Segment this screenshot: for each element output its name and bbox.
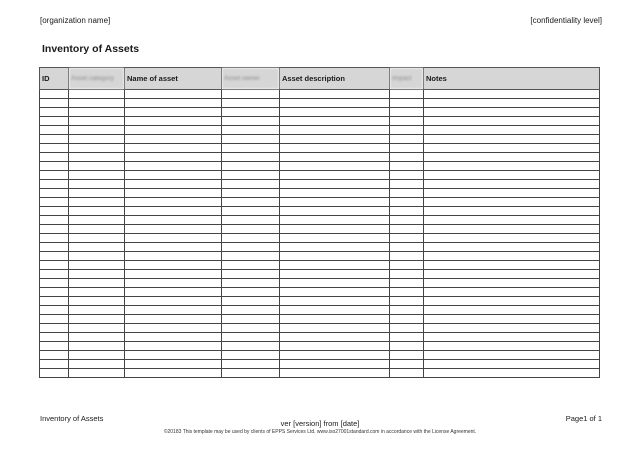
table-cell[interactable] [424,198,600,207]
table-cell[interactable] [69,369,125,378]
table-cell[interactable] [390,279,424,288]
table-cell[interactable] [424,360,600,369]
table-cell[interactable] [40,351,69,360]
table-cell[interactable] [424,279,600,288]
table-cell[interactable] [390,99,424,108]
table-cell[interactable] [424,243,600,252]
table-cell[interactable] [222,252,280,261]
table-row [40,324,600,333]
table-cell[interactable] [69,153,125,162]
table-cell[interactable] [424,270,600,279]
table-cell[interactable] [280,324,390,333]
table-cell[interactable] [40,279,69,288]
table-cell[interactable] [280,189,390,198]
table-cell[interactable] [69,252,125,261]
table-cell[interactable] [280,117,390,126]
page-title: Inventory of Assets [42,43,140,55]
table-cell[interactable] [280,153,390,162]
footer-version: ver [version] from [date] [280,419,360,428]
table-cell[interactable] [40,234,69,243]
table-cell[interactable] [69,324,125,333]
table-cell[interactable] [69,189,125,198]
table-cell[interactable] [40,333,69,342]
table-cell[interactable] [390,162,424,171]
table-cell[interactable] [40,189,69,198]
table-cell[interactable] [424,315,600,324]
table-cell[interactable] [390,252,424,261]
table-cell[interactable] [40,180,69,189]
table-row [40,108,600,117]
table-cell[interactable] [280,171,390,180]
table-cell[interactable] [222,369,280,378]
table-cell[interactable] [222,99,280,108]
table-cell[interactable] [390,369,424,378]
table-cell[interactable] [280,261,390,270]
table-cell[interactable] [69,342,125,351]
table-cell[interactable] [390,216,424,225]
table-cell[interactable] [390,315,424,324]
table-cell[interactable] [390,117,424,126]
table-cell[interactable] [125,225,222,234]
table-cell[interactable] [390,288,424,297]
table-cell[interactable] [424,207,600,216]
table-cell[interactable] [390,207,424,216]
column-header-id: ID [40,68,69,90]
table-cell[interactable] [69,243,125,252]
table-cell[interactable] [222,333,280,342]
table-cell[interactable] [69,162,125,171]
table-cell[interactable] [40,108,69,117]
table-cell[interactable] [125,252,222,261]
table-cell[interactable] [125,315,222,324]
table-row [40,369,600,378]
table-cell[interactable] [424,99,600,108]
column-header-asset-description: Asset description [280,68,390,90]
table-cell[interactable] [125,117,222,126]
table-cell[interactable] [390,360,424,369]
table-cell[interactable] [69,351,125,360]
table-row [40,297,600,306]
table-cell[interactable] [69,108,125,117]
table-cell[interactable] [40,252,69,261]
table-cell[interactable] [69,297,125,306]
organization-name-header: [organization name] [40,16,111,25]
table-cell[interactable] [40,369,69,378]
table-cell[interactable] [424,225,600,234]
table-cell[interactable] [424,117,600,126]
table-cell[interactable] [125,279,222,288]
table-cell[interactable] [280,270,390,279]
table-cell[interactable] [69,117,125,126]
table-cell[interactable] [40,360,69,369]
table-cell[interactable] [69,198,125,207]
table-cell[interactable] [390,306,424,315]
table-cell[interactable] [40,297,69,306]
table-cell[interactable] [222,207,280,216]
table-row [40,351,600,360]
table-cell[interactable] [424,261,600,270]
table-cell[interactable] [125,198,222,207]
table-cell[interactable] [424,126,600,135]
table-cell[interactable] [125,270,222,279]
table-row [40,126,600,135]
table-cell[interactable] [40,198,69,207]
table-cell[interactable] [390,189,424,198]
table-cell[interactable] [280,351,390,360]
table-row [40,171,600,180]
column-header-asset-category: Asset category [69,68,125,90]
table-row [40,135,600,144]
table-cell[interactable] [40,288,69,297]
table-cell[interactable] [125,306,222,315]
table-cell[interactable] [69,171,125,180]
column-header-name-of-asset: Name of asset [125,68,222,90]
table-cell[interactable] [40,126,69,135]
table-cell[interactable] [40,144,69,153]
table-cell[interactable] [280,180,390,189]
table-cell[interactable] [424,153,600,162]
table-cell[interactable] [69,216,125,225]
column-header-notes: Notes [424,68,600,90]
table-cell[interactable] [125,360,222,369]
table-row [40,288,600,297]
table-row [40,261,600,270]
table-cell[interactable] [424,162,600,171]
table-cell[interactable] [222,279,280,288]
table-cell[interactable] [40,207,69,216]
table-cell[interactable] [69,225,125,234]
table-cell[interactable] [280,225,390,234]
table-cell[interactable] [69,261,125,270]
table-cell[interactable] [69,144,125,153]
table-cell[interactable] [69,180,125,189]
table-row [40,279,600,288]
table-row [40,216,600,225]
table-cell[interactable] [390,324,424,333]
table-cell[interactable] [125,171,222,180]
table-cell[interactable] [69,135,125,144]
table-cell[interactable] [40,225,69,234]
table-cell[interactable] [125,135,222,144]
table-cell[interactable] [222,351,280,360]
table-row [40,189,600,198]
table-cell[interactable] [390,351,424,360]
table-row [40,198,600,207]
table-cell[interactable] [280,333,390,342]
table-cell[interactable] [424,108,600,117]
table-cell[interactable] [222,117,280,126]
table-cell[interactable] [222,216,280,225]
table-cell[interactable] [280,207,390,216]
table-cell[interactable] [280,99,390,108]
table-cell[interactable] [125,369,222,378]
table-cell[interactable] [222,171,280,180]
table-cell[interactable] [222,306,280,315]
column-header-asset-owner: Asset owner [222,68,280,90]
table-cell[interactable] [280,243,390,252]
table-row [40,270,600,279]
footer-document-name: Inventory of Assets [40,414,104,423]
table-cell[interactable] [125,189,222,198]
table-cell[interactable] [222,243,280,252]
table-cell[interactable] [280,252,390,261]
table-cell[interactable] [222,270,280,279]
table-cell[interactable] [40,216,69,225]
column-header-impact: Impact [390,68,424,90]
table-row [40,243,600,252]
table-cell[interactable] [222,261,280,270]
table-cell[interactable] [222,288,280,297]
table-cell[interactable] [40,270,69,279]
table-cell[interactable] [280,198,390,207]
table-cell[interactable] [390,180,424,189]
table-cell[interactable] [280,342,390,351]
confidentiality-level-header: [confidentiality level] [530,16,602,25]
table-cell[interactable] [125,108,222,117]
table-cell[interactable] [69,126,125,135]
table-row [40,90,600,99]
table-cell[interactable] [390,243,424,252]
table-row [40,306,600,315]
footer-page-number: Page1 of 1 [565,414,602,423]
table-cell[interactable] [424,90,600,99]
table-cell[interactable] [222,135,280,144]
table-row [40,180,600,189]
table-cell[interactable] [424,135,600,144]
table-cell[interactable] [390,270,424,279]
table-cell[interactable] [222,180,280,189]
table-cell[interactable] [280,108,390,117]
table-cell[interactable] [222,153,280,162]
table-cell[interactable] [40,117,69,126]
table-cell[interactable] [280,90,390,99]
table-cell[interactable] [222,162,280,171]
table-cell[interactable] [69,99,125,108]
table-cell[interactable] [280,297,390,306]
table-cell[interactable] [280,216,390,225]
table-cell[interactable] [280,162,390,171]
table-cell[interactable] [222,234,280,243]
table-cell[interactable] [69,270,125,279]
table-cell[interactable] [125,342,222,351]
table-cell[interactable] [424,351,600,360]
table-cell[interactable] [125,261,222,270]
table-cell[interactable] [424,324,600,333]
table-cell[interactable] [40,342,69,351]
table-cell[interactable] [69,279,125,288]
table-cell[interactable] [222,225,280,234]
table-cell[interactable] [280,360,390,369]
table-cell[interactable] [69,306,125,315]
table-cell[interactable] [222,90,280,99]
table-cell[interactable] [40,261,69,270]
table-cell[interactable] [222,144,280,153]
table-cell[interactable] [69,90,125,99]
table-cell[interactable] [424,297,600,306]
table-row [40,99,600,108]
table-cell[interactable] [424,180,600,189]
table-cell[interactable] [222,108,280,117]
table-cell[interactable] [390,126,424,135]
table-cell[interactable] [125,351,222,360]
table-header-row [40,68,600,90]
table-cell[interactable] [222,315,280,324]
table-cell[interactable] [40,90,69,99]
table-cell[interactable] [69,315,125,324]
table-cell[interactable] [222,126,280,135]
table-cell[interactable] [390,261,424,270]
table-cell[interactable] [125,162,222,171]
table-cell[interactable] [40,315,69,324]
table-cell[interactable] [40,243,69,252]
table-row [40,333,600,342]
table-cell[interactable] [125,234,222,243]
table-cell[interactable] [390,108,424,117]
table-cell[interactable] [424,216,600,225]
table-cell[interactable] [125,90,222,99]
table-cell[interactable] [424,342,600,351]
table-cell[interactable] [280,315,390,324]
table-cell[interactable] [222,198,280,207]
table-row [40,315,600,324]
table-cell[interactable] [40,99,69,108]
table-cell[interactable] [390,153,424,162]
table-cell[interactable] [40,324,69,333]
table-cell[interactable] [69,360,125,369]
table-cell[interactable] [280,144,390,153]
table-cell[interactable] [69,207,125,216]
table-cell[interactable] [280,306,390,315]
table-cell[interactable] [390,342,424,351]
table-row [40,225,600,234]
table-cell[interactable] [40,153,69,162]
table-cell[interactable] [125,99,222,108]
table-row [40,342,600,351]
table-cell[interactable] [390,234,424,243]
footer-license-notice: ©20183 This template may be used by clients of EPPS Services Ltd. www.iso27001standard.com in accordance with the License Agreement. [163,429,477,435]
table-cell[interactable] [40,306,69,315]
table-cell[interactable] [40,171,69,180]
table-cell[interactable] [69,333,125,342]
table-cell[interactable] [125,288,222,297]
table-cell[interactable] [222,324,280,333]
table-row [40,252,600,261]
table-cell[interactable] [125,144,222,153]
table-row [40,207,600,216]
table-cell[interactable] [424,369,600,378]
table-cell[interactable] [424,144,600,153]
table-row [40,360,600,369]
table-cell[interactable] [390,171,424,180]
table-cell[interactable] [222,189,280,198]
table-cell[interactable] [424,252,600,261]
table-cell[interactable] [125,333,222,342]
table-cell[interactable] [125,153,222,162]
table-cell[interactable] [125,243,222,252]
table-cell[interactable] [69,288,125,297]
table-row [40,153,600,162]
table-cell[interactable] [424,288,600,297]
table-cell[interactable] [125,180,222,189]
table-cell[interactable] [390,90,424,99]
table-row [40,117,600,126]
table-cell[interactable] [125,126,222,135]
table-cell[interactable] [125,207,222,216]
table-cell[interactable] [280,135,390,144]
table-cell[interactable] [424,234,600,243]
table-row [40,234,600,243]
table-cell[interactable] [40,162,69,171]
table-cell[interactable] [424,189,600,198]
table-cell[interactable] [390,144,424,153]
asset-inventory-table [39,67,600,378]
table-cell[interactable] [40,135,69,144]
table-cell[interactable] [280,369,390,378]
table-cell[interactable] [280,279,390,288]
table-cell[interactable] [280,126,390,135]
table-cell[interactable] [280,234,390,243]
table-cell[interactable] [222,360,280,369]
table-cell[interactable] [390,297,424,306]
table-cell[interactable] [222,342,280,351]
table-cell[interactable] [280,288,390,297]
table-cell[interactable] [390,225,424,234]
table-cell[interactable] [125,216,222,225]
table-cell[interactable] [222,297,280,306]
table-cell[interactable] [125,324,222,333]
table-cell[interactable] [390,198,424,207]
table-cell[interactable] [125,297,222,306]
table-cell[interactable] [424,171,600,180]
table-cell[interactable] [424,306,600,315]
table-row [40,144,600,153]
table-row [40,162,600,171]
table-cell[interactable] [69,234,125,243]
table-cell[interactable] [390,135,424,144]
table-cell[interactable] [424,333,600,342]
table-cell[interactable] [390,333,424,342]
